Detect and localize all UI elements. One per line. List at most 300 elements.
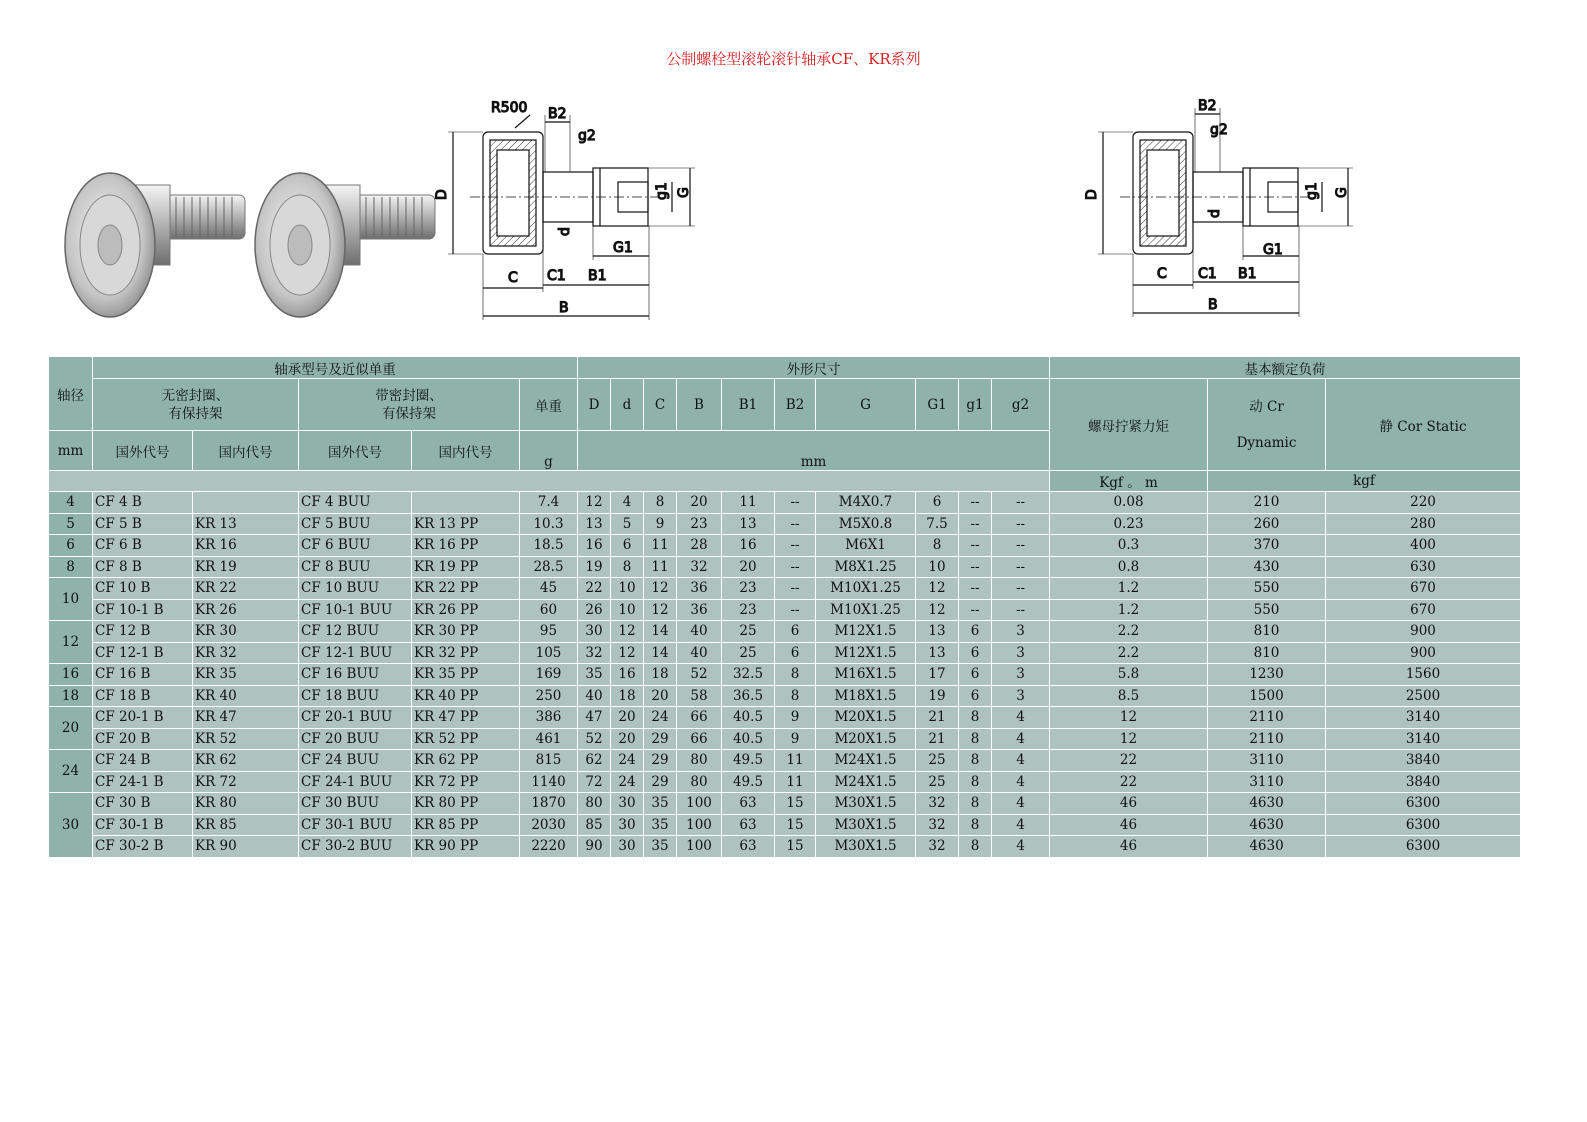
cell-t: 12 <box>1050 728 1208 750</box>
cell-cr: 3110 <box>1208 750 1326 772</box>
cell-cor: 400 <box>1326 535 1521 557</box>
cell-B2: -- <box>775 556 816 578</box>
label-g-right: G <box>1334 187 1350 198</box>
cell-w: 815 <box>520 750 578 772</box>
cell-f1: CF 10-1 B <box>93 599 193 621</box>
cell-G1: 32 <box>916 836 959 858</box>
cell-B2: 8 <box>775 685 816 707</box>
label-gg1-right: G1 <box>1263 242 1283 258</box>
cell-cr: 810 <box>1208 642 1326 664</box>
cell-f2: CF 30-2 BUU <box>299 836 412 858</box>
cell-B2: 8 <box>775 664 816 686</box>
cell-B2: -- <box>775 578 816 600</box>
header-load-group: 基本额定负荷 <box>1050 357 1521 379</box>
header-unit-torque: Kgf 。 m <box>1050 471 1208 492</box>
cell-w: 1870 <box>520 793 578 815</box>
shaft-cell: 20 <box>49 707 93 750</box>
cell-d1: KR 80 <box>193 793 299 815</box>
cell-t: 46 <box>1050 814 1208 836</box>
header-seal <box>299 379 520 431</box>
cell-B2: 6 <box>775 621 816 643</box>
cell-f1: CF 4 B <box>93 492 193 514</box>
cell-D: 85 <box>578 814 611 836</box>
label-c: C <box>508 270 518 286</box>
label-g2-right: g2 <box>1210 122 1228 138</box>
cell-G: M8X1.25 <box>816 556 916 578</box>
cell-C: 29 <box>644 750 677 772</box>
cell-d1: KR 32 <box>193 642 299 664</box>
cell-C: 35 <box>644 836 677 858</box>
cell-d1: KR 30 <box>193 621 299 643</box>
cell-f2: CF 4 BUU <box>299 492 412 514</box>
cell-g1: 8 <box>959 750 992 772</box>
shaft-cell: 5 <box>49 513 93 535</box>
cell-C: 20 <box>644 685 677 707</box>
cell-w: 1140 <box>520 771 578 793</box>
header-C: C <box>644 379 677 431</box>
cell-B2: -- <box>775 492 816 514</box>
page-title: 公制螺栓型滚轮滚针轴承CF、KR系列 <box>666 50 921 68</box>
cell-B2: 6 <box>775 642 816 664</box>
cell-d: 20 <box>611 707 644 729</box>
cell-d2: KR 80 PP <box>412 793 520 815</box>
header-G1: G1 <box>916 379 959 431</box>
cell-w: 60 <box>520 599 578 621</box>
cell-G: M30X1.5 <box>816 814 916 836</box>
cell-D: 12 <box>578 492 611 514</box>
header-d: d <box>611 379 644 431</box>
header-domestic2: 国内代号 <box>412 431 520 471</box>
label-d-outer: D <box>434 189 450 200</box>
shaft-cell: 24 <box>49 750 93 793</box>
header-unit-g: g <box>520 431 578 471</box>
cell-g1: -- <box>959 556 992 578</box>
cell-d2: KR 40 PP <box>412 685 520 707</box>
cell-d: 10 <box>611 599 644 621</box>
cell-d: 20 <box>611 728 644 750</box>
cell-D: 52 <box>578 728 611 750</box>
cell-d1: KR 47 <box>193 707 299 729</box>
table-row <box>49 664 1521 686</box>
cell-d1: KR 13 <box>193 513 299 535</box>
cell-D: 16 <box>578 535 611 557</box>
cell-g2: 4 <box>992 750 1050 772</box>
label-g2: g2 <box>578 128 596 144</box>
cell-w: 18.5 <box>520 535 578 557</box>
cell-cr: 4630 <box>1208 836 1326 858</box>
cell-G: M16X1.5 <box>816 664 916 686</box>
label-g: G <box>676 187 692 198</box>
cell-d1 <box>193 492 299 514</box>
cell-G: M30X1.5 <box>816 793 916 815</box>
cell-g1: 6 <box>959 685 992 707</box>
cell-g1: 8 <box>959 793 992 815</box>
cell-d: 6 <box>611 535 644 557</box>
cell-w: 7.4 <box>520 492 578 514</box>
cell-cor: 220 <box>1326 492 1521 514</box>
cell-t: 0.8 <box>1050 556 1208 578</box>
cell-G1: 12 <box>916 599 959 621</box>
cell-cr: 210 <box>1208 492 1326 514</box>
cell-G: M12X1.5 <box>816 621 916 643</box>
drawing-left <box>434 100 695 320</box>
cell-d: 8 <box>611 556 644 578</box>
cell-B: 58 <box>677 685 722 707</box>
cell-B2: 11 <box>775 750 816 772</box>
cell-t: 12 <box>1050 707 1208 729</box>
cell-d1: KR 85 <box>193 814 299 836</box>
shaft-cell: 10 <box>49 578 93 621</box>
cell-g2: 4 <box>992 836 1050 858</box>
cell-f2: CF 30-1 BUU <box>299 814 412 836</box>
cell-d1: KR 35 <box>193 664 299 686</box>
cell-t: 46 <box>1050 793 1208 815</box>
cell-f1: CF 20-1 B <box>93 707 193 729</box>
cell-B: 66 <box>677 728 722 750</box>
cell-B: 32 <box>677 556 722 578</box>
cell-d: 10 <box>611 578 644 600</box>
cell-f1: CF 24 B <box>93 750 193 772</box>
cell-f2: CF 18 BUU <box>299 685 412 707</box>
cell-g1: -- <box>959 492 992 514</box>
cell-g1: -- <box>959 599 992 621</box>
cell-G1: 21 <box>916 728 959 750</box>
cell-g1: -- <box>959 513 992 535</box>
cell-w: 10.3 <box>520 513 578 535</box>
cell-G1: 19 <box>916 685 959 707</box>
table-row <box>49 599 1521 621</box>
bearing-photo-1 <box>65 173 245 317</box>
label-c1: C1 <box>547 268 566 284</box>
cell-t: 22 <box>1050 771 1208 793</box>
cell-f2: CF 16 BUU <box>299 664 412 686</box>
label-c1-right: C1 <box>1198 266 1217 282</box>
cell-cr: 4630 <box>1208 814 1326 836</box>
cell-D: 90 <box>578 836 611 858</box>
shaft-cell: 18 <box>49 685 93 707</box>
table-row <box>49 771 1521 793</box>
cell-g2: 4 <box>992 707 1050 729</box>
cell-B1: 40.5 <box>722 707 775 729</box>
cell-w: 2220 <box>520 836 578 858</box>
table-row <box>49 836 1521 858</box>
header-unit-mm: mm <box>49 431 93 471</box>
cell-f1: CF 10 B <box>93 578 193 600</box>
cell-d2: KR 85 PP <box>412 814 520 836</box>
header-B2: B2 <box>775 379 816 431</box>
header-static: 静 Cor Static <box>1326 379 1521 471</box>
table-row <box>49 556 1521 578</box>
cell-d: 12 <box>611 621 644 643</box>
shaft-cell: 16 <box>49 664 93 686</box>
cell-d2: KR 47 PP <box>412 707 520 729</box>
table-row <box>49 642 1521 664</box>
cell-B2: 11 <box>775 771 816 793</box>
cell-B1: 25 <box>722 621 775 643</box>
cell-cr: 2110 <box>1208 707 1326 729</box>
cell-B: 66 <box>677 707 722 729</box>
cell-g1: 8 <box>959 771 992 793</box>
cell-cr: 1500 <box>1208 685 1326 707</box>
cell-w: 105 <box>520 642 578 664</box>
cell-d1: KR 72 <box>193 771 299 793</box>
cell-G: M10X1.25 <box>816 599 916 621</box>
cell-G1: 25 <box>916 750 959 772</box>
cell-cr: 370 <box>1208 535 1326 557</box>
table-row <box>49 685 1521 707</box>
cell-f2: CF 30 BUU <box>299 793 412 815</box>
cell-g2: -- <box>992 535 1050 557</box>
cell-B: 28 <box>677 535 722 557</box>
cell-d2: KR 22 PP <box>412 578 520 600</box>
cell-B1: 49.5 <box>722 750 775 772</box>
cell-f1: CF 8 B <box>93 556 193 578</box>
cell-B1: 20 <box>722 556 775 578</box>
cell-cor: 6300 <box>1326 793 1521 815</box>
cell-d: 24 <box>611 750 644 772</box>
cell-t: 5.8 <box>1050 664 1208 686</box>
cell-d: 24 <box>611 771 644 793</box>
table-row <box>49 707 1521 729</box>
cell-d2: KR 90 PP <box>412 836 520 858</box>
cell-D: 35 <box>578 664 611 686</box>
cell-cr: 3110 <box>1208 771 1326 793</box>
cell-cr: 2110 <box>1208 728 1326 750</box>
drawing-right <box>1084 98 1353 317</box>
header-foreign1: 国外代号 <box>93 431 193 471</box>
cell-D: 13 <box>578 513 611 535</box>
cell-D: 62 <box>578 750 611 772</box>
cell-B2: 15 <box>775 836 816 858</box>
cell-B2: 9 <box>775 707 816 729</box>
cell-D: 26 <box>578 599 611 621</box>
cell-d: 30 <box>611 814 644 836</box>
cell-G1: 13 <box>916 642 959 664</box>
cell-D: 30 <box>578 621 611 643</box>
cell-g1: 8 <box>959 728 992 750</box>
cell-cr: 550 <box>1208 599 1326 621</box>
cell-D: 72 <box>578 771 611 793</box>
cell-D: 19 <box>578 556 611 578</box>
cell-d1: KR 90 <box>193 836 299 858</box>
cell-cr: 260 <box>1208 513 1326 535</box>
cell-B: 100 <box>677 814 722 836</box>
cell-G: M24X1.5 <box>816 750 916 772</box>
cell-G1: 32 <box>916 793 959 815</box>
spec-table <box>48 356 1521 858</box>
cell-d: 18 <box>611 685 644 707</box>
cell-g2: 4 <box>992 771 1050 793</box>
cell-f1: CF 16 B <box>93 664 193 686</box>
cell-f1: CF 6 B <box>93 535 193 557</box>
cell-C: 29 <box>644 728 677 750</box>
cell-cor: 670 <box>1326 578 1521 600</box>
cell-B: 52 <box>677 664 722 686</box>
cell-g1: -- <box>959 578 992 600</box>
cell-d: 30 <box>611 836 644 858</box>
cell-G1: 13 <box>916 621 959 643</box>
header-unit-load: kgf <box>1208 471 1521 492</box>
cell-G1: 12 <box>916 578 959 600</box>
bearing-photo-2 <box>255 173 435 317</box>
table-row <box>49 728 1521 750</box>
cell-d1: KR 22 <box>193 578 299 600</box>
label-g1: g1 <box>654 182 670 200</box>
label-c-right: C <box>1157 266 1167 282</box>
shaft-cell: 30 <box>49 793 93 858</box>
cell-d: 5 <box>611 513 644 535</box>
seal-line2: 有保持架 <box>382 405 436 422</box>
cell-B: 36 <box>677 578 722 600</box>
cell-g2: -- <box>992 578 1050 600</box>
header-D: D <box>578 379 611 431</box>
cell-B: 40 <box>677 621 722 643</box>
shaft-cell: 6 <box>49 535 93 557</box>
cell-cor: 1560 <box>1326 664 1521 686</box>
cell-C: 29 <box>644 771 677 793</box>
table-row <box>49 621 1521 643</box>
cell-G1: 21 <box>916 707 959 729</box>
cell-g1: -- <box>959 535 992 557</box>
label-b2: B2 <box>548 106 567 122</box>
header-no-seal <box>93 379 299 431</box>
cell-f1: CF 12 B <box>93 621 193 643</box>
cell-C: 9 <box>644 513 677 535</box>
cell-G1: 10 <box>916 556 959 578</box>
cell-G1: 6 <box>916 492 959 514</box>
cell-g2: 4 <box>992 814 1050 836</box>
cell-cor: 280 <box>1326 513 1521 535</box>
cell-w: 28.5 <box>520 556 578 578</box>
cell-f1: CF 12-1 B <box>93 642 193 664</box>
cell-f1: CF 18 B <box>93 685 193 707</box>
cell-cr: 810 <box>1208 621 1326 643</box>
cell-B1: 49.5 <box>722 771 775 793</box>
cell-G: M20X1.5 <box>816 707 916 729</box>
cell-g2: 3 <box>992 621 1050 643</box>
cell-G: M18X1.5 <box>816 685 916 707</box>
cell-d2: KR 32 PP <box>412 642 520 664</box>
header-B: B <box>677 379 722 431</box>
cell-g1: 6 <box>959 621 992 643</box>
cell-d2: KR 30 PP <box>412 621 520 643</box>
table-row <box>49 578 1521 600</box>
cell-g2: 3 <box>992 685 1050 707</box>
cell-C: 24 <box>644 707 677 729</box>
label-d-outer-right: D <box>1084 189 1100 200</box>
header-foreign2: 国外代号 <box>299 431 412 471</box>
cell-d: 30 <box>611 793 644 815</box>
cell-f2: CF 20 BUU <box>299 728 412 750</box>
cell-d2: KR 52 PP <box>412 728 520 750</box>
cell-cor: 3140 <box>1326 707 1521 729</box>
label-g1-right: g1 <box>1304 182 1320 200</box>
cell-G: M4X0.7 <box>816 492 916 514</box>
cell-d1: KR 16 <box>193 535 299 557</box>
cell-g2: -- <box>992 599 1050 621</box>
cell-cor: 900 <box>1326 642 1521 664</box>
cell-cr: 550 <box>1208 578 1326 600</box>
cell-C: 11 <box>644 556 677 578</box>
cell-g2: 3 <box>992 664 1050 686</box>
header-domestic1: 国内代号 <box>193 431 299 471</box>
cell-f1: CF 30-2 B <box>93 836 193 858</box>
cell-t: 1.2 <box>1050 599 1208 621</box>
cell-f1: CF 30-1 B <box>93 814 193 836</box>
cell-cor: 2500 <box>1326 685 1521 707</box>
shaft-cell: 4 <box>49 492 93 514</box>
cell-D: 22 <box>578 578 611 600</box>
cell-C: 14 <box>644 642 677 664</box>
cell-C: 14 <box>644 621 677 643</box>
cell-B2: -- <box>775 535 816 557</box>
header-dynamic <box>1208 379 1326 471</box>
header-unit-dims: mm <box>578 431 1050 471</box>
cell-d2: KR 35 PP <box>412 664 520 686</box>
dynamic-label: 动 Cr <box>1249 398 1284 415</box>
label-r500: R500 <box>491 100 528 116</box>
cell-B: 80 <box>677 771 722 793</box>
cell-t: 2.2 <box>1050 621 1208 643</box>
table-row <box>49 750 1521 772</box>
cell-B1: 32.5 <box>722 664 775 686</box>
cell-d1: KR 19 <box>193 556 299 578</box>
cell-d1: KR 52 <box>193 728 299 750</box>
cell-cor: 3840 <box>1326 750 1521 772</box>
cell-d1: KR 62 <box>193 750 299 772</box>
cell-B: 23 <box>677 513 722 535</box>
bearing-drawings <box>0 0 1587 340</box>
no-seal-line1: 无密封圈、 <box>161 387 230 404</box>
cell-G: M24X1.5 <box>816 771 916 793</box>
cell-cor: 900 <box>1326 621 1521 643</box>
header-dims-group: 外形尺寸 <box>578 357 1050 379</box>
cell-B1: 11 <box>722 492 775 514</box>
cell-B1: 36.5 <box>722 685 775 707</box>
cell-B: 100 <box>677 793 722 815</box>
cell-G: M5X0.8 <box>816 513 916 535</box>
cell-D: 80 <box>578 793 611 815</box>
cell-t: 0.3 <box>1050 535 1208 557</box>
cell-f2: CF 6 BUU <box>299 535 412 557</box>
dynamic-en-label: Dynamic <box>1236 434 1297 451</box>
cell-d2: KR 19 PP <box>412 556 520 578</box>
cell-B1: 40.5 <box>722 728 775 750</box>
cell-d2: KR 62 PP <box>412 750 520 772</box>
shaft-cell: 8 <box>49 556 93 578</box>
header-model-group: 轴承型号及近似单重 <box>93 357 578 379</box>
header-G: G <box>816 379 916 431</box>
cell-B1: 23 <box>722 578 775 600</box>
cell-cor: 630 <box>1326 556 1521 578</box>
cell-cr: 4630 <box>1208 793 1326 815</box>
cell-cor: 3140 <box>1326 728 1521 750</box>
cell-cr: 1230 <box>1208 664 1326 686</box>
cell-d2: KR 16 PP <box>412 535 520 557</box>
table-row <box>49 814 1521 836</box>
label-b1: B1 <box>588 268 607 284</box>
cell-B2: 15 <box>775 793 816 815</box>
cell-cor: 3840 <box>1326 771 1521 793</box>
cell-g2: -- <box>992 556 1050 578</box>
cell-G: M30X1.5 <box>816 836 916 858</box>
cell-G: M10X1.25 <box>816 578 916 600</box>
cell-C: 12 <box>644 578 677 600</box>
cell-d: 12 <box>611 642 644 664</box>
cell-f2: CF 20-1 BUU <box>299 707 412 729</box>
cell-cor: 6300 <box>1326 814 1521 836</box>
cell-w: 169 <box>520 664 578 686</box>
